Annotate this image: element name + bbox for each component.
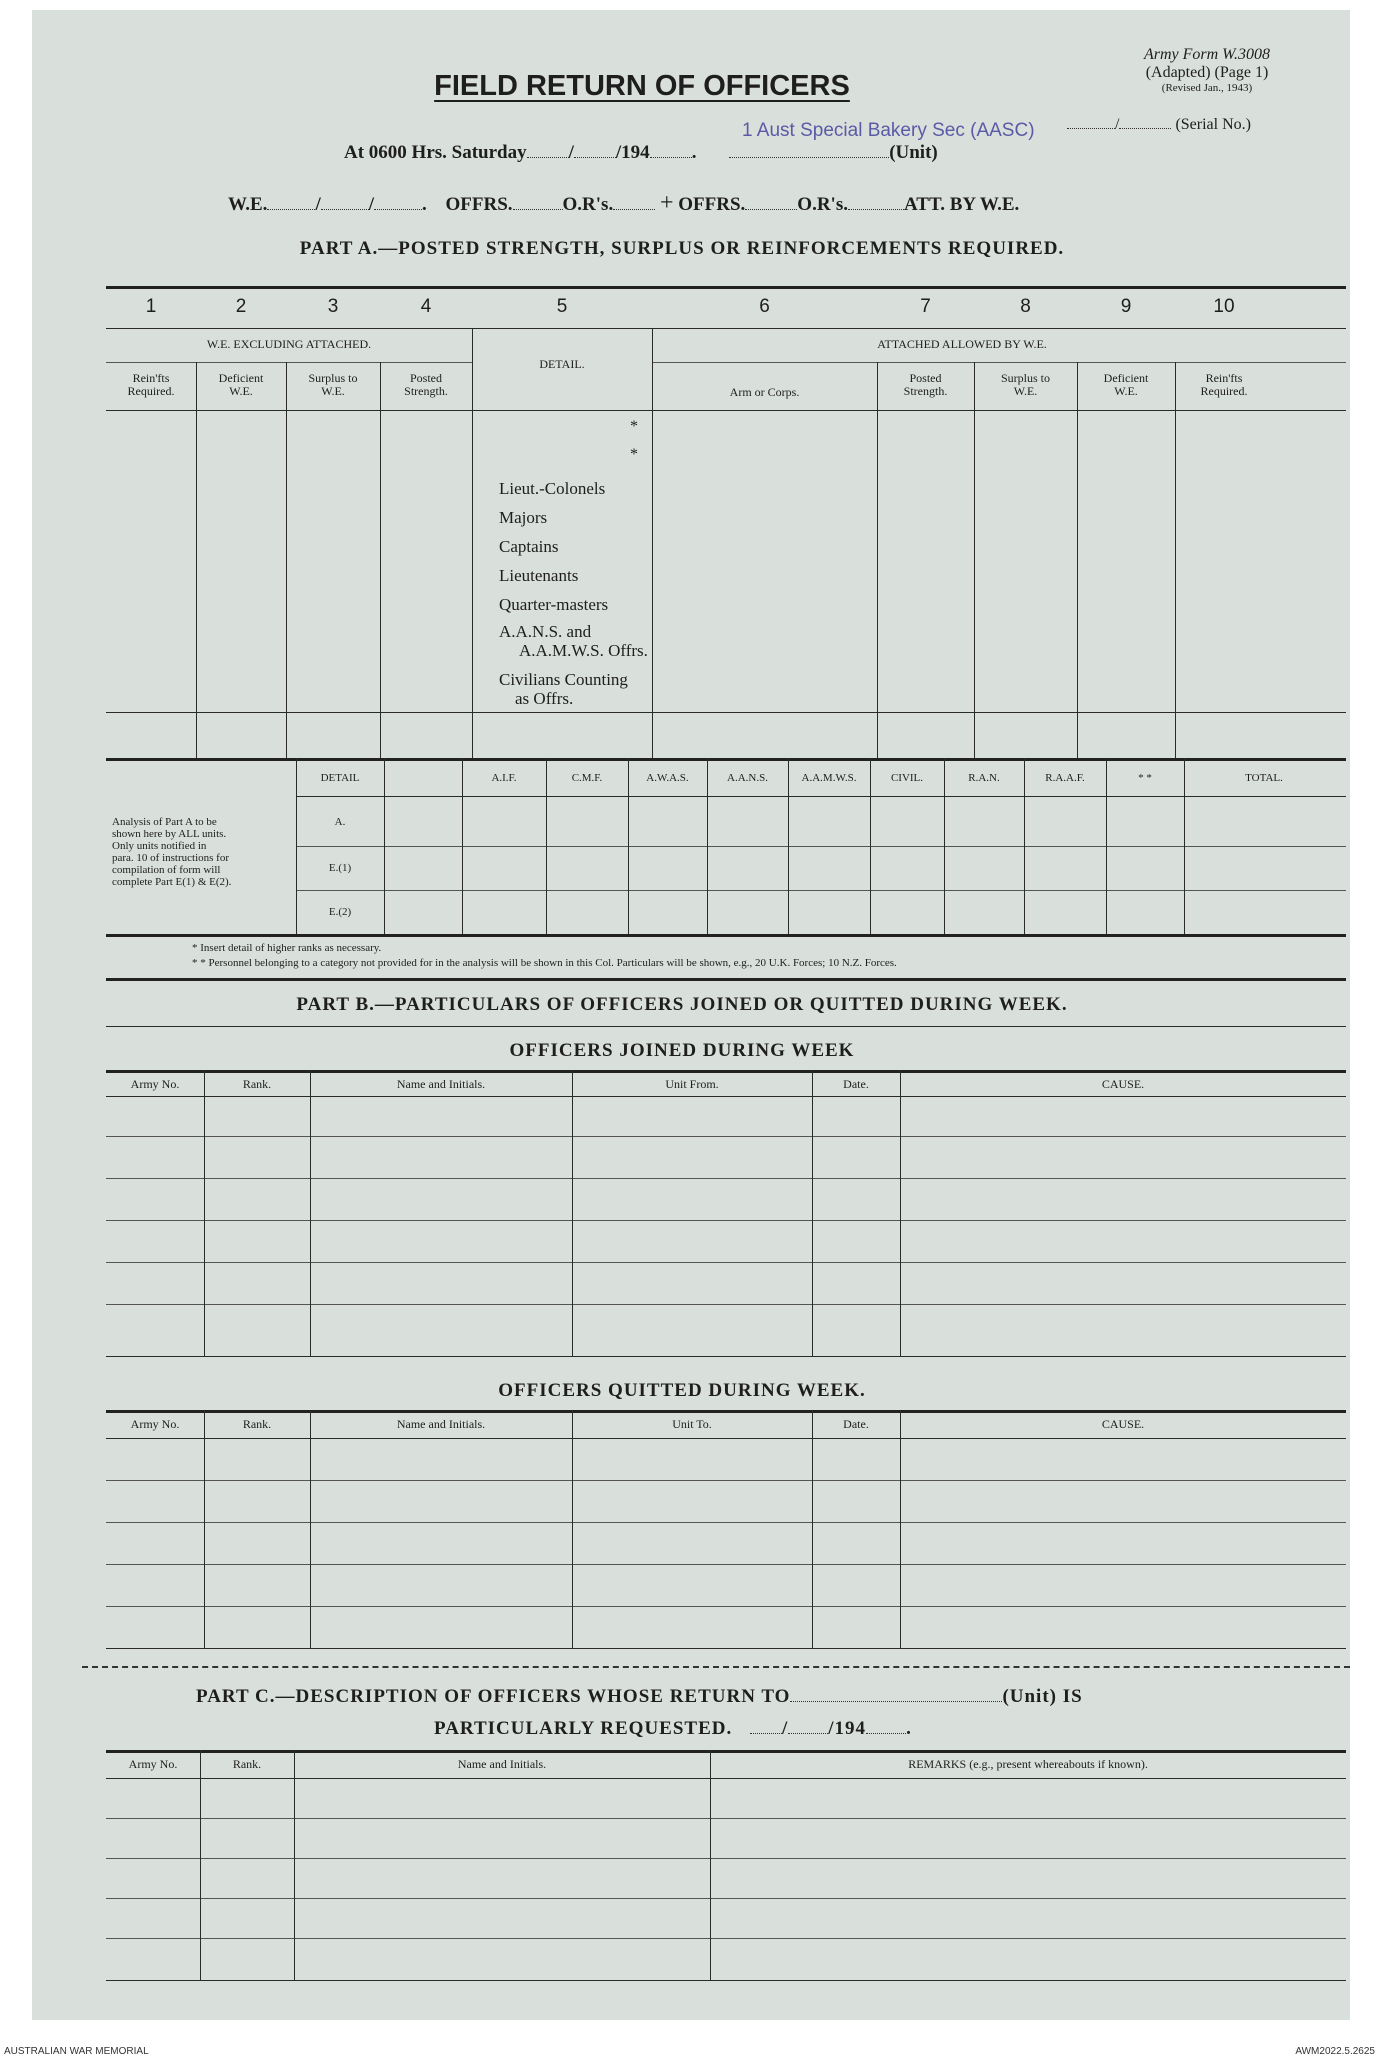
quitted-col-cause: CAUSE.	[1101, 1417, 1145, 1431]
form-revised: (Revised Jan., 1943)	[1161, 82, 1253, 94]
col-deficient-left: Deficient W.E.	[218, 371, 264, 398]
rank-list	[499, 474, 608, 619]
rank-quarter-masters: Quarter-masters	[499, 595, 609, 614]
form-adapted: (Adapted) (Page 1)	[1145, 64, 1269, 81]
rank-aans: A.A.N.S. and A.A.M.W.S. Offrs.	[499, 622, 648, 660]
analysis-h-aif: A.I.F.	[491, 772, 517, 784]
analysis-row-a: A.	[334, 816, 346, 828]
analysis-h-awas: A.W.A.S.	[646, 772, 689, 784]
rank-civilians: Civilians Counting as Offrs.	[499, 670, 628, 708]
quitted-col-rank: Rank.	[242, 1417, 272, 1431]
col-arm-corps: Arm or Corps.	[729, 385, 800, 399]
col-posted-left: Posted Strength.	[404, 371, 448, 398]
analysis-h-cmf: C.M.F.	[571, 772, 603, 784]
analysis-h-raaf: R.A.A.F.	[1045, 772, 1085, 784]
col-deficient-right: Deficient W.E.	[1103, 371, 1149, 398]
detail-header: DETAIL.	[539, 357, 585, 371]
serial-line[interactable]	[1067, 116, 1251, 134]
we-line[interactable]: W.E. / / . OFFRS. O.R's. + OFFRS. O.R's. ATT. BY W.E.	[228, 190, 1020, 216]
col-number-3: 3	[327, 296, 339, 317]
quitted-col-name: Name and Initials.	[396, 1417, 486, 1431]
col-number-10: 10	[1213, 296, 1235, 317]
at-hours-label: At 0600 Hrs. Saturday	[344, 142, 527, 163]
group-we-excluding: W.E. EXCLUDING ATTACHED.	[206, 337, 372, 351]
date-unit-line[interactable]: At 0600 Hrs. Saturday / /194 . (Unit)	[344, 142, 938, 163]
part-a-heading: PART A.—POSTED STRENGTH, SURPLUS OR REINFORCEMENTS REQUIRED.	[299, 238, 1065, 259]
analysis-h-detail: DETAIL	[320, 772, 360, 784]
form-page	[32, 10, 1350, 2020]
joined-col-date: Date.	[843, 1077, 869, 1091]
rank-majors: Majors	[499, 508, 548, 527]
joined-col-cause: CAUSE.	[1101, 1077, 1145, 1091]
cut-line	[82, 1666, 1350, 1668]
group-attached-allowed: ATTACHED ALLOWED BY W.E.	[877, 337, 1047, 351]
footer-right: AWM2022.5.2625	[1295, 2046, 1375, 2057]
footnote-1: * Insert detail of higher ranks as necessary.	[192, 942, 382, 954]
part-c-col-army-no: Army No.	[128, 1757, 178, 1771]
joined-col-name: Name and Initials.	[396, 1077, 486, 1091]
part-c-col-rank: Rank.	[232, 1757, 262, 1771]
col-number-1: 1	[145, 296, 157, 317]
col-number-8: 8	[1020, 296, 1031, 317]
col-number-5: 5	[556, 296, 568, 317]
col-posted-right: Posted Strength.	[903, 371, 948, 398]
analysis-h-aamws: A.A.M.W.S.	[801, 772, 857, 784]
col-number-2: 2	[235, 296, 247, 317]
col-number-9: 9	[1120, 296, 1132, 317]
rank-lieut-colonels: Lieut.-Colonels	[499, 479, 606, 498]
joined-col-army-no: Army No.	[130, 1077, 180, 1091]
col-surplus-left: Surplus to W.E.	[308, 371, 358, 398]
quitted-title: OFFICERS QUITTED DURING WEEK.	[498, 1380, 866, 1401]
analysis-h-total: TOTAL.	[1245, 772, 1283, 784]
col-number-4: 4	[420, 296, 432, 317]
analysis-row-e1: E.(1)	[328, 862, 352, 874]
col-number-6: 6	[759, 296, 770, 317]
part-c-col-name: Name and Initials.	[457, 1757, 547, 1771]
form-number: Army Form W.3008	[1143, 46, 1271, 63]
joined-title: OFFICERS JOINED DURING WEEK	[509, 1040, 855, 1061]
col-surplus-right: Surplus to W.E.	[1000, 371, 1050, 398]
serial-label: (Serial No.)	[1175, 116, 1251, 133]
footnote-2: * * Personnel belonging to a category not provided for in the analysis will be shown in this Col. Particulars will be shown, e.g., 20 U.K. Forces; 10 N.Z. Forces.	[192, 957, 897, 969]
serial-slash: /	[1115, 116, 1120, 133]
quitted-col-army-no: Army No.	[130, 1417, 180, 1431]
form-title: FIELD RETURN OF OFFICERS	[434, 70, 850, 102]
part-b-heading: PART B.—PARTICULARS OF OFFICERS JOINED OR QUITTED DURING WEEK.	[296, 994, 1068, 1015]
joined-col-unit-from: Unit From.	[665, 1077, 719, 1091]
quitted-col-unit-to: Unit To.	[672, 1417, 712, 1431]
analysis-h-ran: R.A.N.	[968, 772, 1000, 784]
analysis-row-e2: E.(2)	[328, 906, 352, 918]
analysis-h-aans: A.A.N.S.	[727, 772, 768, 784]
analysis-h-other: * *	[1138, 772, 1152, 784]
footer-left: AUSTRALIAN WAR MEMORIAL	[4, 2046, 149, 2057]
quitted-col-date: Date.	[843, 1417, 869, 1431]
rank-lieutenants: Lieutenants	[499, 566, 579, 585]
analysis-note: Analysis of Part A to be shown here by ALL units. Only units notified in para. 10 of instructions for compilation of form will complete Part E(1) & E(2).	[112, 816, 232, 888]
part-c-col-remarks: REMARKS (e.g., present whereabouts if known).	[908, 1757, 1148, 1771]
star-2: *	[630, 446, 638, 463]
unit-stamp: 1 Aust Special Bakery Sec (AASC)	[742, 120, 1035, 141]
form-reference	[1072, 46, 1342, 95]
col-reinfts-required-left: Rein'fts Required.	[127, 371, 175, 398]
part-c-heading[interactable]: PART C.—DESCRIPTION OF OFFICERS WHOSE RETURN TO (Unit) IS	[196, 1686, 1083, 1707]
part-c-heading-2[interactable]: PARTICULARLY REQUESTED. / /194 .	[434, 1718, 912, 1739]
col-number-7: 7	[920, 296, 931, 317]
col-reinfts-required-right: Rein'fts Required.	[1200, 371, 1248, 398]
rank-captains: Captains	[499, 537, 559, 556]
joined-col-rank: Rank.	[242, 1077, 272, 1091]
analysis-h-civil: CIVIL.	[890, 772, 924, 784]
unit-label: (Unit)	[889, 142, 938, 163]
star-1: *	[630, 418, 638, 435]
